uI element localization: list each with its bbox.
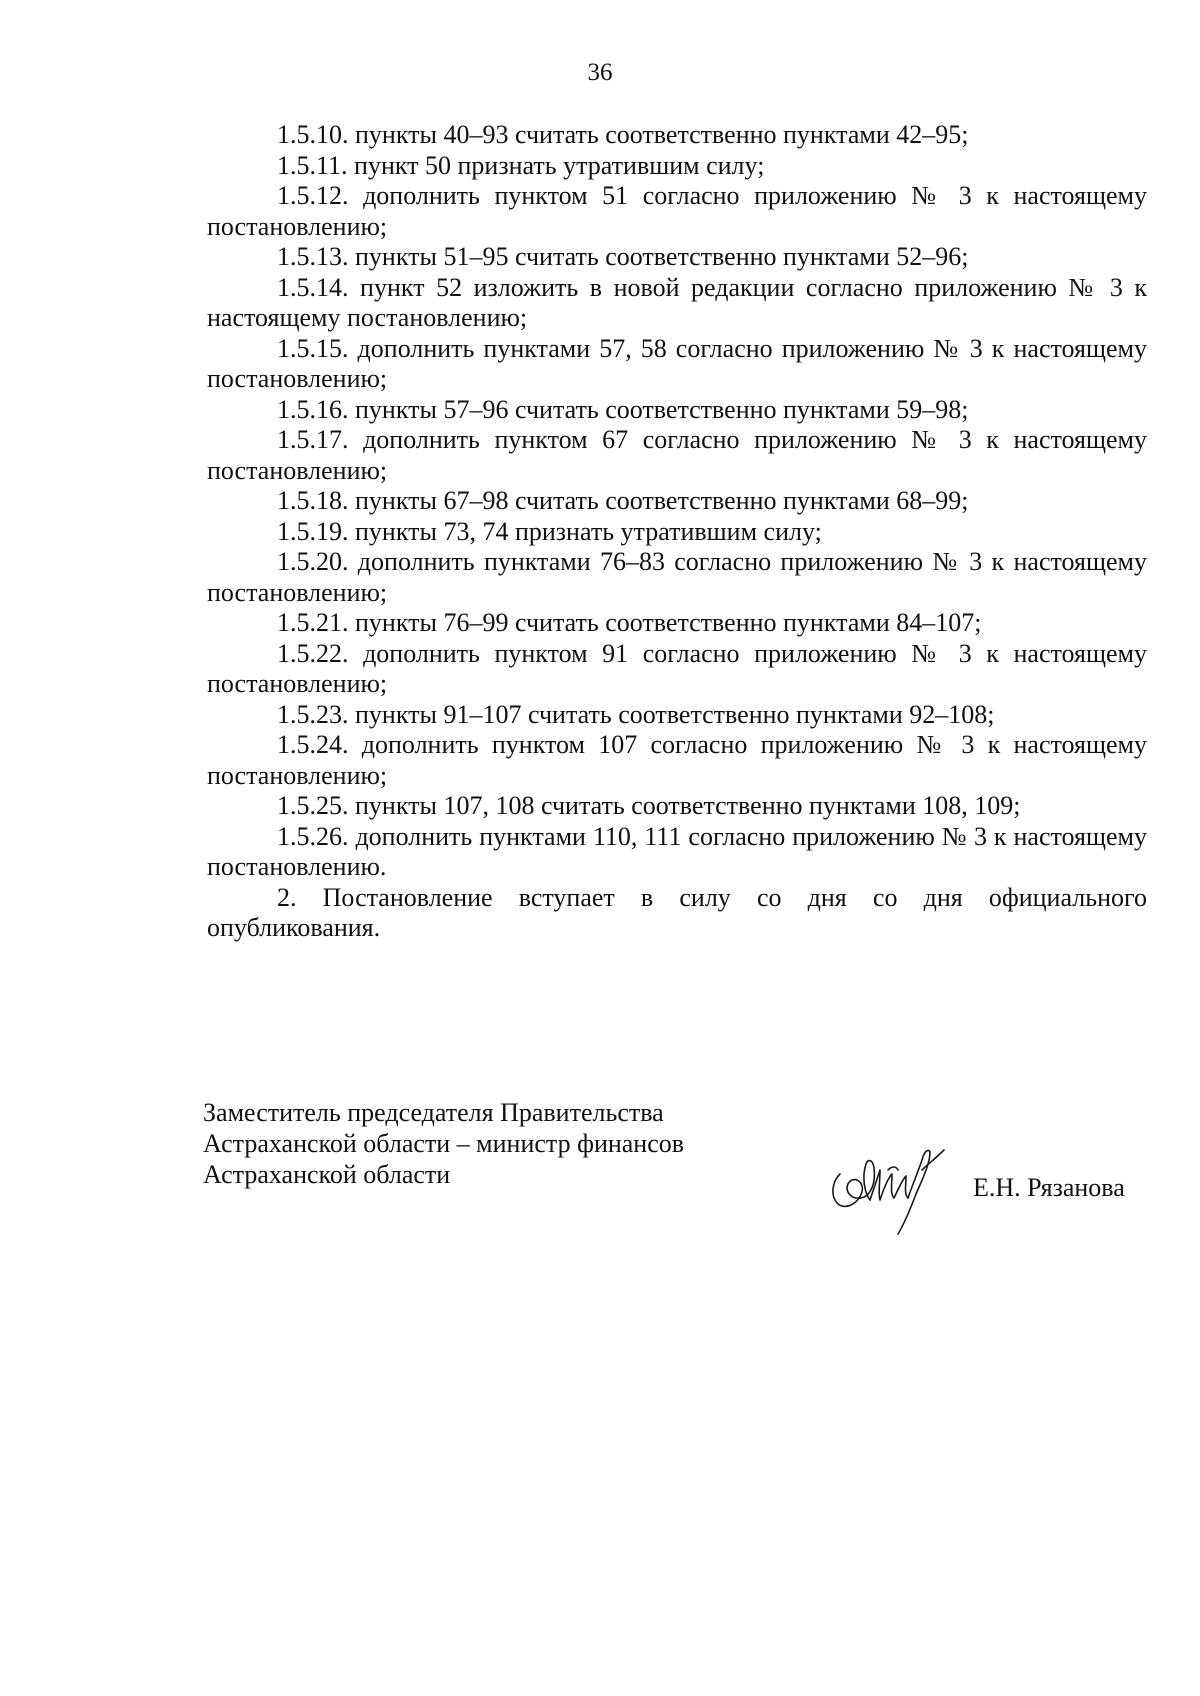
paragraph-1-5-13: 1.5.13. пункты 51–95 считать соответственно пунктами 52–96;	[277, 242, 969, 271]
paragraph-1-5-14: 1.5.14. пункт 52 изложить в новой редакции согласно приложению № 3 к настоящему постановлению;	[207, 272, 1147, 332]
paragraph-1-5-18: 1.5.18. пункты 67–98 считать соответственно пунктами 68–99;	[277, 486, 969, 515]
paragraph-1-5-21: 1.5.21. пункты 76–99 считать соответственно пунктами 84–107;	[277, 608, 982, 637]
paragraph-1-5-26: 1.5.26. дополнить пунктами 110, 111 согласно приложению № 3 к настоящему постановлению.	[207, 821, 1147, 881]
paragraph-1-5-16: 1.5.16. пункты 57–96 считать соответственно пунктами 59–98;	[277, 394, 969, 424]
signatory-title-line: Астраханской области	[203, 1160, 451, 1189]
handwritten-signature	[818, 1130, 958, 1242]
signatory-title-line: Астраханской области – министр финансов	[203, 1129, 685, 1158]
paragraph-1-5-25: 1.5.25. пункты 107, 108 считать соответственно пунктами 108, 109;	[277, 791, 1021, 820]
paragraph-1-5-11: 1.5.11. пункт 50 признать утратившим силу;	[277, 150, 765, 180]
paragraph-1-5-10: 1.5.10. пункты 40–93 считать соответственно пунктами 42–95;	[277, 120, 969, 149]
signer-name: Е.Н. Рязанова	[973, 1173, 1125, 1202]
paragraph-1-5-22: 1.5.22. дополнить пунктом 91 согласно приложению № 3 к настоящему постановлению;	[207, 638, 1147, 698]
paragraph-1-5-12: 1.5.12. дополнить пунктом 51 согласно приложению № 3 к настоящему постановлению;	[207, 181, 1147, 241]
signatory-title	[203, 1097, 684, 1190]
signatory-title-line: Заместитель председателя Правительства	[203, 1098, 664, 1127]
page-number: 36	[587, 59, 613, 86]
paragraph-1-5-24: 1.5.24. дополнить пунктом 107 согласно приложению № 3 к настоящему постановлению;	[207, 730, 1147, 790]
paragraph-1-5-23: 1.5.23. пункты 91–107 считать соответственно пунктами 92–108;	[277, 699, 995, 729]
document-body	[207, 120, 1147, 944]
paragraph-1-5-19: 1.5.19. пункты 73, 74 признать утратившим силу;	[277, 516, 822, 546]
paragraph-1-5-20: 1.5.20. дополнить пунктами 76–83 согласно приложению № 3 к настоящему постановлению;	[207, 547, 1147, 607]
paragraph-1-5-17: 1.5.17. дополнить пунктом 67 согласно приложению № 3 к настоящему постановлению;	[207, 425, 1147, 485]
paragraph-2-effective-date: 2. Постановление вступает в силу со дня со дня официального опубликования.	[207, 882, 1147, 942]
paragraph-1-5-15: 1.5.15. дополнить пунктами 57, 58 согласно приложению № 3 к настоящему постановлению;	[207, 333, 1147, 393]
